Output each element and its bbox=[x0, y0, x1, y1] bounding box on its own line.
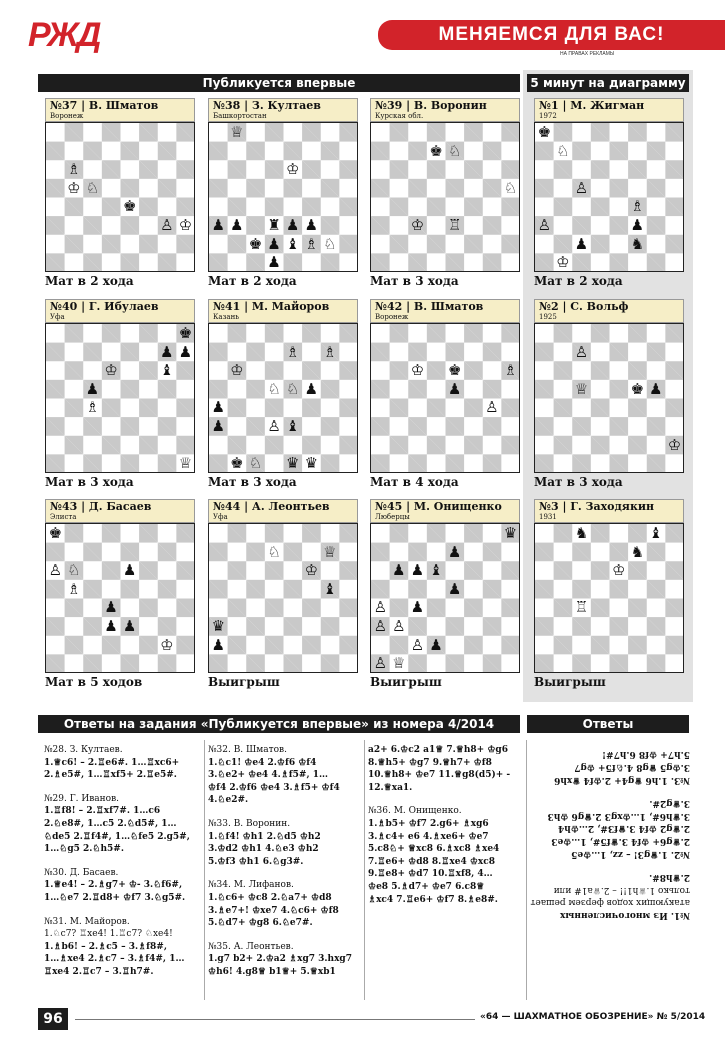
chess-board bbox=[534, 122, 684, 272]
chess-piece-e1: ♛ bbox=[285, 454, 300, 473]
answer-line: атакующих ходов ферзем решает bbox=[530, 897, 690, 908]
problem-condition: Мат в 2 хода bbox=[45, 274, 134, 288]
footer-rule bbox=[75, 1019, 475, 1020]
answer-line: ♗xc4 7.♖e6+ ♔f7 8.♗e8#. bbox=[368, 894, 498, 905]
chess-piece-e6: ♔ bbox=[285, 160, 300, 179]
problem-header bbox=[208, 98, 358, 122]
answers-column-1 bbox=[44, 744, 190, 979]
problem-11 bbox=[370, 499, 520, 689]
chess-piece-d2: ♟ bbox=[267, 234, 281, 253]
answer-line: 1.♗b6! – 2.♗c5 – 3.♗f8#, bbox=[44, 941, 167, 952]
chess-piece-h7: ♟ bbox=[178, 342, 193, 361]
chess-piece-e7: ♗ bbox=[285, 342, 300, 361]
chess-piece-f1: ♛ bbox=[304, 454, 319, 473]
problem-condition: Мат в 3 хода bbox=[45, 475, 134, 489]
problem-source: Элиста bbox=[50, 513, 77, 521]
answer-line: 1…♘e7 2.♖d8+ ♔f7 3.♘g5#. bbox=[44, 892, 186, 903]
chess-piece-b5: ♗ bbox=[67, 579, 81, 598]
problem-header bbox=[208, 499, 358, 523]
chess-piece-c2: ♚ bbox=[248, 234, 263, 253]
problem-number-author: №44 | А. Леонтьев bbox=[213, 500, 330, 513]
chess-piece-g7: ♟ bbox=[160, 342, 174, 361]
chess-piece-d5: ♘ bbox=[267, 379, 281, 398]
chess-piece-c5: ♟ bbox=[85, 379, 100, 398]
answer-line: №1. Из многочисленных bbox=[560, 910, 690, 921]
chess-piece-b7: ♘ bbox=[556, 141, 570, 160]
answer-line: 1.♖f8! – 2.♖xf7#. 1…c6 bbox=[44, 806, 161, 817]
problem-condition: Выигрыш bbox=[370, 675, 442, 689]
chess-piece-d3: ♜ bbox=[267, 216, 281, 234]
chess-piece-h8: ♚ bbox=[178, 324, 193, 342]
problem-header bbox=[45, 299, 195, 323]
answer-line: 1…♗xe4 2.♗c7 – 3.♗f4#, 1… bbox=[44, 954, 185, 965]
answer-line: 2.♕g2 ♔f4 3.♕f3#, 2…♔h4 bbox=[557, 823, 690, 834]
chess-piece-e3: ♖ bbox=[447, 216, 462, 234]
chess-piece-e2: ♝ bbox=[285, 234, 300, 253]
chess-board bbox=[370, 323, 520, 473]
answer-line: №29. Г. Иванов. bbox=[44, 793, 119, 804]
answer-line: 3.♔g5 ♕g8 4.♘f5+ ♔g7 bbox=[574, 762, 690, 773]
chess-piece-g2: ♔ bbox=[160, 635, 174, 654]
problem-6 bbox=[208, 299, 358, 489]
chess-piece-f2: ♞ bbox=[630, 234, 645, 253]
chess-board bbox=[370, 122, 520, 272]
chess-piece-c8: ♞ bbox=[574, 524, 589, 542]
chess-board bbox=[45, 323, 195, 473]
problem-condition: Мат в 2 хода bbox=[208, 274, 297, 288]
answer-line: ♖xe4 2.♖c7 – 3.♖h7#. bbox=[44, 966, 154, 977]
chess-piece-c5: ♙ bbox=[574, 178, 589, 197]
answer-line: 1.♘c1! ♔e4 2.♔f6 ♔f4 bbox=[208, 757, 317, 768]
chess-board bbox=[370, 523, 520, 673]
answer-line: 1.g7 b2+ 2.♔a2 ♗xg7 3.hxg7 bbox=[208, 954, 352, 965]
chess-piece-e6: ♔ bbox=[611, 561, 626, 580]
chess-piece-b1: ♚ bbox=[230, 454, 244, 473]
chess-board bbox=[45, 122, 195, 272]
answer-line: 1.♕e4! – 2.♗g7+ ♔- 3.♘f6#, bbox=[44, 880, 183, 891]
chess-piece-d4: ♟ bbox=[104, 598, 118, 617]
journal-title: «64 — ШАХМАТНОЕ ОБОЗРЕНИЕ» № 5/2014 bbox=[480, 1012, 706, 1022]
answers-side-upside-down bbox=[530, 748, 690, 921]
chess-piece-d3: ♙ bbox=[267, 417, 281, 435]
answer-line: 3.♔d2 ♔h1 4.♘e3 ♔h2 bbox=[208, 844, 319, 855]
chess-piece-c1: ♘ bbox=[248, 454, 263, 473]
problem-number-author: №37 | В. Шматов bbox=[50, 99, 159, 112]
problem-number-author: №40 | Г. Ибулаев bbox=[50, 300, 159, 313]
chess-piece-g5: ♟ bbox=[649, 379, 663, 398]
answer-line: 1.♗b5+ ♔f7 2.g6+ ♗xg6 bbox=[368, 818, 489, 829]
answer-line: 2.♗e5#, 1…♖xf5+ 2.♖e5#. bbox=[44, 770, 177, 781]
chess-piece-c4: ♗ bbox=[85, 398, 100, 417]
chess-piece-c2: ♟ bbox=[574, 234, 589, 253]
answer-line: 3.♘e2+ ♔e4 4.♗f5#, 1… bbox=[208, 770, 328, 781]
chess-board bbox=[208, 323, 358, 473]
problem-2 bbox=[208, 98, 358, 288]
chess-piece-a4: ♟ bbox=[211, 398, 226, 417]
chess-piece-g6: ♝ bbox=[160, 361, 174, 380]
problem-source: 1972 bbox=[539, 112, 557, 120]
problem-number-author: №39 | В. Воронин bbox=[375, 99, 487, 112]
chess-piece-f7: ♞ bbox=[630, 542, 645, 561]
chess-piece-a2: ♟ bbox=[211, 635, 226, 654]
chess-piece-c4: ♖ bbox=[574, 598, 589, 617]
problem-9 bbox=[45, 499, 195, 689]
answer-line: только 1.♕h1!! – 2.♕a1# или bbox=[553, 884, 690, 895]
problem-header bbox=[534, 499, 684, 523]
chess-piece-e3: ♟ bbox=[122, 617, 137, 635]
chess-piece-c5: ♕ bbox=[574, 379, 589, 398]
chess-piece-a3: ♛ bbox=[211, 617, 226, 635]
chess-piece-h6: ♗ bbox=[503, 361, 518, 380]
answer-line: 3.♕h6#, 1…♔xg3 2.♕g6 ♔h3 bbox=[547, 810, 690, 821]
problems-grid bbox=[38, 92, 689, 702]
chess-piece-e5: ♟ bbox=[447, 379, 462, 398]
answer-line: №36. М. Онищенко. bbox=[368, 806, 462, 817]
problem-condition: Мат в 3 хода bbox=[208, 475, 297, 489]
problem-number-author: №41 | М. Майоров bbox=[213, 300, 330, 313]
problem-source: Курская обл. bbox=[375, 112, 424, 120]
answer-line: №28. З. Култаев. bbox=[44, 745, 123, 755]
chess-board bbox=[208, 523, 358, 673]
answer-line: 3.♕g2#. bbox=[649, 798, 690, 809]
problem-source: Люберцы bbox=[375, 513, 410, 521]
chess-piece-d2: ♟ bbox=[429, 635, 443, 654]
chess-piece-d6: ♝ bbox=[429, 561, 443, 580]
answer-line: 1.♘c7? ♖xe4! 1.♖c7? ♘xe4! bbox=[44, 929, 173, 940]
problem-condition: Выигрыш bbox=[208, 675, 280, 689]
chess-piece-a8: ♚ bbox=[537, 123, 552, 141]
chess-piece-g2: ♘ bbox=[323, 234, 337, 253]
problem-8 bbox=[534, 299, 684, 489]
answer-line: №32. В. Шматов. bbox=[208, 745, 287, 755]
chess-piece-b5: ♔ bbox=[67, 178, 81, 197]
chess-piece-d3: ♟ bbox=[104, 617, 118, 635]
problem-4 bbox=[534, 98, 684, 288]
answer-line: 12.♕xa1. bbox=[368, 782, 413, 793]
chess-piece-c3: ♔ bbox=[410, 216, 425, 234]
problem-header bbox=[370, 499, 520, 523]
chess-piece-f2: ♗ bbox=[304, 234, 319, 253]
problem-header bbox=[534, 98, 684, 122]
answer-line: ♔f4 2.♔f6 ♔e4 3.♗f5+ ♔f4 bbox=[208, 782, 340, 793]
chess-board bbox=[534, 523, 684, 673]
chess-piece-a3: ♙ bbox=[537, 216, 552, 234]
chess-piece-g5: ♝ bbox=[323, 579, 337, 598]
problem-header bbox=[534, 299, 684, 323]
problem-condition: Выигрыш bbox=[534, 675, 606, 689]
answer-line: 1.♘f4! ♔h1 2.♘d5 ♔h2 bbox=[208, 831, 321, 842]
problem-number-author: №42 | В. Шматов bbox=[375, 300, 484, 313]
problem-condition: Мат в 5 ходов bbox=[45, 675, 143, 689]
answer-line: №33. В. Воронин. bbox=[208, 818, 291, 829]
chess-piece-c2: ♙ bbox=[410, 635, 425, 654]
answer-line: 5.h7+ ♔f8 6.h7#! bbox=[602, 749, 690, 760]
problem-number-author: №45 | М. Онищенко bbox=[375, 500, 502, 513]
problem-number-author: №38 | З. Култаев bbox=[213, 99, 321, 112]
problem-condition: Мат в 3 хода bbox=[534, 475, 623, 489]
chess-piece-b3: ♟ bbox=[230, 216, 244, 234]
chess-piece-e3: ♟ bbox=[285, 216, 300, 234]
problem-5 bbox=[45, 299, 195, 489]
answer-line: 1…♘g5 2.♘h5#. bbox=[44, 844, 124, 855]
answer-line: 9.♖e8+ ♔d7 10.♖xf8, 4… bbox=[368, 869, 493, 880]
problem-source: Уфа bbox=[50, 313, 65, 321]
chess-piece-d1: ♟ bbox=[267, 253, 281, 272]
answer-line: №30. Д. Басаев. bbox=[44, 867, 119, 878]
chess-piece-e7: ♘ bbox=[447, 141, 462, 160]
problem-source: Башкортостан bbox=[213, 112, 267, 120]
five-minute-header: 5 минут на диаграмму bbox=[527, 74, 689, 92]
chess-piece-a6: ♙ bbox=[48, 561, 63, 580]
problem-header bbox=[370, 98, 520, 122]
answer-line: №35. А. Леонтьев. bbox=[208, 941, 294, 952]
chess-piece-b1: ♕ bbox=[392, 654, 406, 673]
answer-line: 3.♗e7+! ♔xe7 4.♘c6+ ♔f8 bbox=[208, 905, 339, 916]
problem-3 bbox=[370, 98, 520, 288]
problem-10 bbox=[208, 499, 358, 689]
chess-piece-h8: ♛ bbox=[503, 524, 518, 542]
answer-line: a2+ 6.♔c2 a1♕ 7.♕h8+ ♔g6 bbox=[368, 745, 508, 755]
problem-condition: Мат в 4 хода bbox=[370, 475, 459, 489]
problem-source: 1931 bbox=[539, 513, 557, 521]
ad-note: НА ПРАВАХ РЕКЛАМЫ bbox=[560, 51, 615, 57]
problem-7 bbox=[370, 299, 520, 489]
answer-line: №34. М. Лифанов. bbox=[208, 880, 294, 891]
answer-line: 5.♘d7+ ♔g8 6.♘e7#. bbox=[208, 918, 313, 929]
answers-column-2 bbox=[208, 744, 352, 979]
chess-piece-h5: ♘ bbox=[503, 178, 518, 197]
chess-piece-e4: ♚ bbox=[122, 197, 137, 216]
chess-piece-c6: ♔ bbox=[410, 361, 425, 380]
page-number: 96 bbox=[38, 1008, 68, 1030]
chess-piece-g8: ♝ bbox=[649, 524, 663, 542]
problem-header bbox=[208, 299, 358, 323]
chess-piece-e6: ♟ bbox=[122, 561, 137, 580]
problem-number-author: №2 | С. Вольф bbox=[539, 300, 629, 313]
chess-piece-c7: ♙ bbox=[574, 342, 589, 361]
chess-piece-h3: ♔ bbox=[178, 216, 193, 234]
answer-line: 5.c8♘+ ♕xc8 6.♗xc8 ♗xe4 bbox=[368, 844, 500, 855]
chess-piece-f6: ♔ bbox=[304, 561, 319, 580]
problem-source: Воронеж bbox=[50, 112, 84, 120]
chess-piece-b3: ♙ bbox=[392, 617, 406, 635]
answer-line: №3. 1.h6 ♕g4+ 2.♔f4 ♕xh6 bbox=[554, 774, 690, 785]
chess-piece-e6: ♚ bbox=[447, 361, 462, 380]
chess-piece-d6: ♔ bbox=[104, 361, 118, 380]
problem-12 bbox=[534, 499, 684, 689]
answer-line: 1.♘c6+ ♔c8 2.♘a7+ ♔d8 bbox=[208, 892, 332, 903]
chess-piece-a3: ♙ bbox=[373, 617, 388, 635]
problem-source: Казань bbox=[213, 313, 240, 321]
problem-1 bbox=[45, 98, 195, 288]
chess-piece-b1: ♔ bbox=[556, 253, 570, 272]
problem-number-author: №1 | М. Жигман bbox=[539, 99, 645, 112]
chess-piece-h2: ♔ bbox=[667, 435, 682, 454]
chess-piece-a8: ♚ bbox=[48, 524, 63, 542]
chess-piece-b6: ♘ bbox=[67, 561, 81, 580]
chess-piece-g7: ♕ bbox=[323, 542, 337, 561]
published-header: Публикуется впервые bbox=[38, 74, 520, 92]
chess-board bbox=[208, 122, 358, 272]
chess-board bbox=[534, 323, 684, 473]
problem-source: Уфа bbox=[213, 513, 228, 521]
answer-line: 4.♘e2#. bbox=[208, 795, 249, 806]
chess-piece-a3: ♟ bbox=[211, 417, 226, 435]
answer-line: №31. М. Майоров. bbox=[44, 916, 130, 927]
answers-column-3 bbox=[368, 744, 510, 906]
problem-source: Воронеж bbox=[375, 313, 409, 321]
chess-piece-b6: ♗ bbox=[67, 160, 81, 179]
problem-header bbox=[45, 98, 195, 122]
answer-line: ♔h6! 4.g8♕ b1♕+ 5.♕xb1 bbox=[208, 966, 336, 977]
problem-number-author: №3 | Г. Заходякин bbox=[539, 500, 655, 513]
chess-piece-e5: ♟ bbox=[447, 579, 462, 598]
answer-line: ♘de5 2.♖f4#, 1…♘fe5 2.g5#, bbox=[44, 831, 190, 842]
chess-piece-e3: ♝ bbox=[285, 417, 300, 435]
chess-piece-b6: ♔ bbox=[230, 361, 244, 380]
answer-line: 3.♗c4+ e6 4.♗xe6+ ♔e7 bbox=[368, 831, 489, 842]
chess-piece-f3: ♟ bbox=[304, 216, 319, 234]
chess-piece-e5: ♘ bbox=[285, 379, 300, 398]
chess-piece-g4: ♙ bbox=[485, 398, 499, 417]
chess-piece-f3: ♟ bbox=[630, 216, 645, 234]
chess-piece-f4: ♗ bbox=[630, 197, 645, 216]
problem-condition: Мат в 3 хода bbox=[370, 274, 459, 288]
answer-line: 10.♕h8+ ♔e7 11.♕g8(d5)+ - bbox=[368, 770, 511, 781]
chess-piece-c4: ♟ bbox=[410, 598, 425, 617]
ad-banner: МЕНЯЕМСЯ ДЛЯ ВАС! bbox=[378, 20, 725, 50]
problem-header bbox=[45, 499, 195, 523]
chess-piece-f5: ♟ bbox=[304, 379, 319, 398]
chess-piece-d7: ♚ bbox=[429, 141, 443, 160]
chess-piece-e7: ♟ bbox=[447, 542, 462, 561]
chess-piece-c5: ♘ bbox=[85, 178, 100, 197]
answer-line: 8.♕h5+ ♔g7 9.♕h7+ ♔f8 bbox=[368, 757, 492, 768]
answer-line: №2. 1.♕g3! – zz, 1…♔e5 bbox=[571, 848, 690, 859]
problem-source: 1925 bbox=[539, 313, 557, 321]
chess-piece-g3: ♙ bbox=[160, 216, 174, 234]
problem-header bbox=[370, 299, 520, 323]
answers-header: Ответы на задания «Публикуется впервые» из номера 4/2014 bbox=[38, 715, 520, 733]
problem-condition: Мат в 2 хода bbox=[534, 274, 623, 288]
chess-piece-a4: ♙ bbox=[373, 598, 388, 617]
rzd-logo: РЖД bbox=[28, 16, 100, 54]
answers-side-header: Ответы bbox=[527, 715, 689, 733]
chess-board bbox=[45, 523, 195, 673]
chess-piece-c6: ♟ bbox=[410, 561, 425, 580]
answer-line: 5.♔f3 ♔h1 6.♘g3#. bbox=[208, 856, 304, 867]
chess-piece-h1: ♕ bbox=[178, 454, 193, 473]
problem-number-author: №43 | Д. Басаев bbox=[50, 500, 152, 513]
answer-line: 7.♖e6+ ♔d8 8.♖xe4 ♔xc8 bbox=[368, 856, 496, 867]
chess-piece-d7: ♘ bbox=[267, 542, 281, 561]
chess-piece-a1: ♙ bbox=[373, 654, 388, 673]
chess-piece-b8: ♕ bbox=[230, 123, 244, 141]
answer-line: 2.♕h8#. bbox=[649, 872, 690, 883]
answer-line: 2.♘e8#, 1…c5 2.♘d5#, 1… bbox=[44, 818, 177, 829]
chess-piece-b6: ♟ bbox=[392, 561, 406, 580]
answer-line: ♔e8 5.♗d7+ ♔e7 6.c8♕ bbox=[368, 881, 485, 892]
chess-piece-f5: ♚ bbox=[630, 379, 645, 398]
chess-piece-a3: ♟ bbox=[211, 216, 226, 234]
answer-line: 1.♕c6! – 2.♖e6#. 1…♖xc6+ bbox=[44, 757, 180, 768]
chess-piece-g7: ♗ bbox=[323, 342, 337, 361]
answer-line: 2.♕g6+ ♔f4 3.♕f5#, 1…♔e3 bbox=[551, 836, 690, 847]
